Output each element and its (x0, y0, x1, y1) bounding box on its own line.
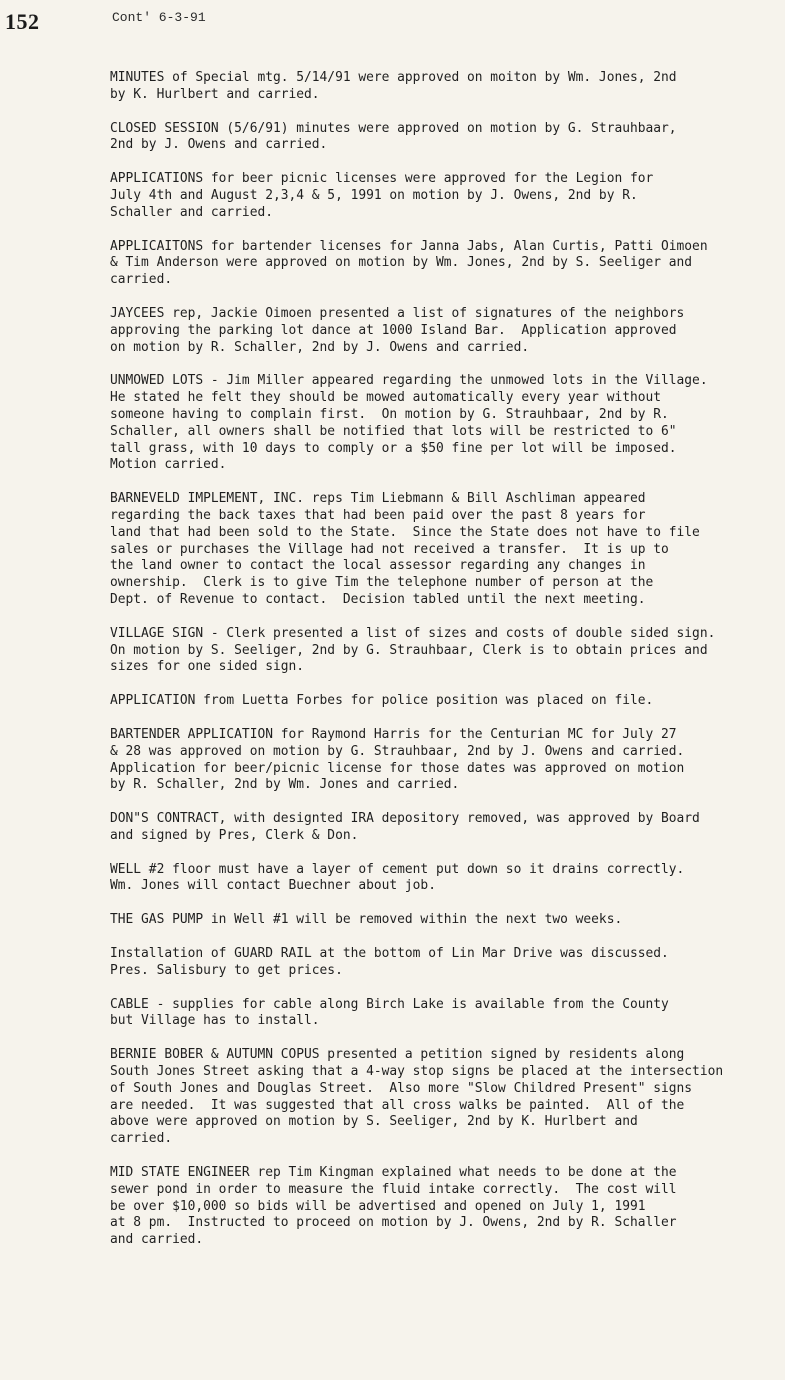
paragraph-jaycees: JAYCEES rep, Jackie Oimoen presented a list of signatures of the neighbors approving the parking lot dance at 1000 Island Bar. Application approved on motion by R. Schaller, 2nd by J. Owens and carried. (110, 305, 685, 355)
paragraph-stop-signs-petition: BERNIE BOBER & AUTUMN COPUS presented a petition signed by residents along South Jones Street asking that a 4-way stop signs be placed at the intersection of South Jones and Douglas Street. Also more "Slow Childred Present" signs are needed. It was suggested that all cross walks be painted. All of the above were approved on motion by S. Seeliger, 2nd by K. Hurlbert and carried. (110, 1047, 724, 1147)
paragraph-dons-contract: DON"S CONTRACT, with designted IRA depository removed, was approved by Board and signed by Pres, Clerk & Don. (110, 811, 700, 843)
paragraph-closed-session: CLOSED SESSION (5/6/91) minutes were approved on motion by G. Strauhbaar, 2nd by J. Owens and carried. (110, 120, 677, 153)
paragraph-gas-pump: THE GAS PUMP in Well #1 will be removed within the next two weeks. (110, 912, 623, 928)
paragraph-police-application: APPLICATION from Luetta Forbes for police position was placed on file. (110, 693, 654, 709)
paragraph-unmowed-lots: UNMOWED LOTS - Jim Miller appeared regarding the unmowed lots in the Village. He stated he felt they should be mowed automatically every year without someone having to complain first. On motion by G. Strauhbaar, 2nd by R. Schaller, all owners shall be notified that lots will be restricted to 6" tall grass, with 10 days to comply or a $50 fine per lot will be imposed. Motion carried. (110, 373, 708, 473)
page-number: 152 (5, 9, 40, 34)
continued-date: Cont' 6-3-91 (112, 10, 206, 25)
paragraph-village-sign: VILLAGE SIGN - Clerk presented a list of sizes and costs of double sided sign. On motion by S. Seeliger, 2nd by G. Strauhbaar, Clerk is to obtain prices and sizes for one sided sign. (110, 625, 716, 675)
paragraph-beer-picnic-licenses: APPLICATIONS for beer picnic licenses were approved for the Legion for July 4th and August 2,3,4 & 5, 1991 on motion by J. Owens, 2nd by R. Schaller and carried. (110, 171, 654, 220)
paragraph-bartender-licenses: APPLICAITONS for bartender licenses for Janna Jabs, Alan Curtis, Patti Oimoen & Tim Anderson were approved on motion by Wm. Jones, 2nd by S. Seeliger and carried. (110, 238, 708, 288)
paragraph-mid-state-engineer: MID STATE ENGINEER rep Tim Kingman explained what needs to be done at the sewer pond in order to measure the fluid intake correctly. The cost will be over $10,000 so bids will be advertised and opened on July 1, 1991 at 8 pm. Instructed to proceed on motion by J. Owens, 2nd by R. Schaller and carried. (110, 1165, 677, 1248)
paragraph-guard-rail: Installation of GUARD RAIL at the bottom of Lin Mar Drive was discussed. Pres. Salisbury to get prices. (110, 946, 669, 978)
paragraph-barneveld-implement: BARNEVELD IMPLEMENT, INC. reps Tim Liebmann & Bill Aschliman appeared regarding the back taxes that had been paid over the past 8 years for land that had been sold to the State. Since the State does not have to file sales or purchases the Village had not received a transfer. It is up to the land owner to contact the local assessor regarding any changes in ownership. Clerk is to give Tim the telephone number of person at the Dept. of Revenue to contact. Decision tabled until the next meeting. (110, 491, 700, 607)
minutes-body (110, 70, 780, 1266)
paragraph-cable: CABLE - supplies for cable along Birch Lake is available from the County but Village has to install. (110, 996, 669, 1029)
paragraph-special-meeting-minutes: MINUTES of Special mtg. 5/14/91 were approved on moiton by Wm. Jones, 2nd by K. Hurlbert and carried. (110, 70, 677, 102)
paragraph-well-2: WELL #2 floor must have a layer of cement put down so it drains correctly. Wm. Jones will contact Buechner about job. (110, 861, 685, 894)
paragraph-bartender-application: BARTENDER APPLICATION for Raymond Harris for the Centurian MC for July 27 & 28 was approved on motion by G. Strauhbaar, 2nd by J. Owens and carried. Application for beer/picnic license for those dates was approved on motion by R. Schaller, 2nd by Wm. Jones and carried. (110, 726, 685, 793)
